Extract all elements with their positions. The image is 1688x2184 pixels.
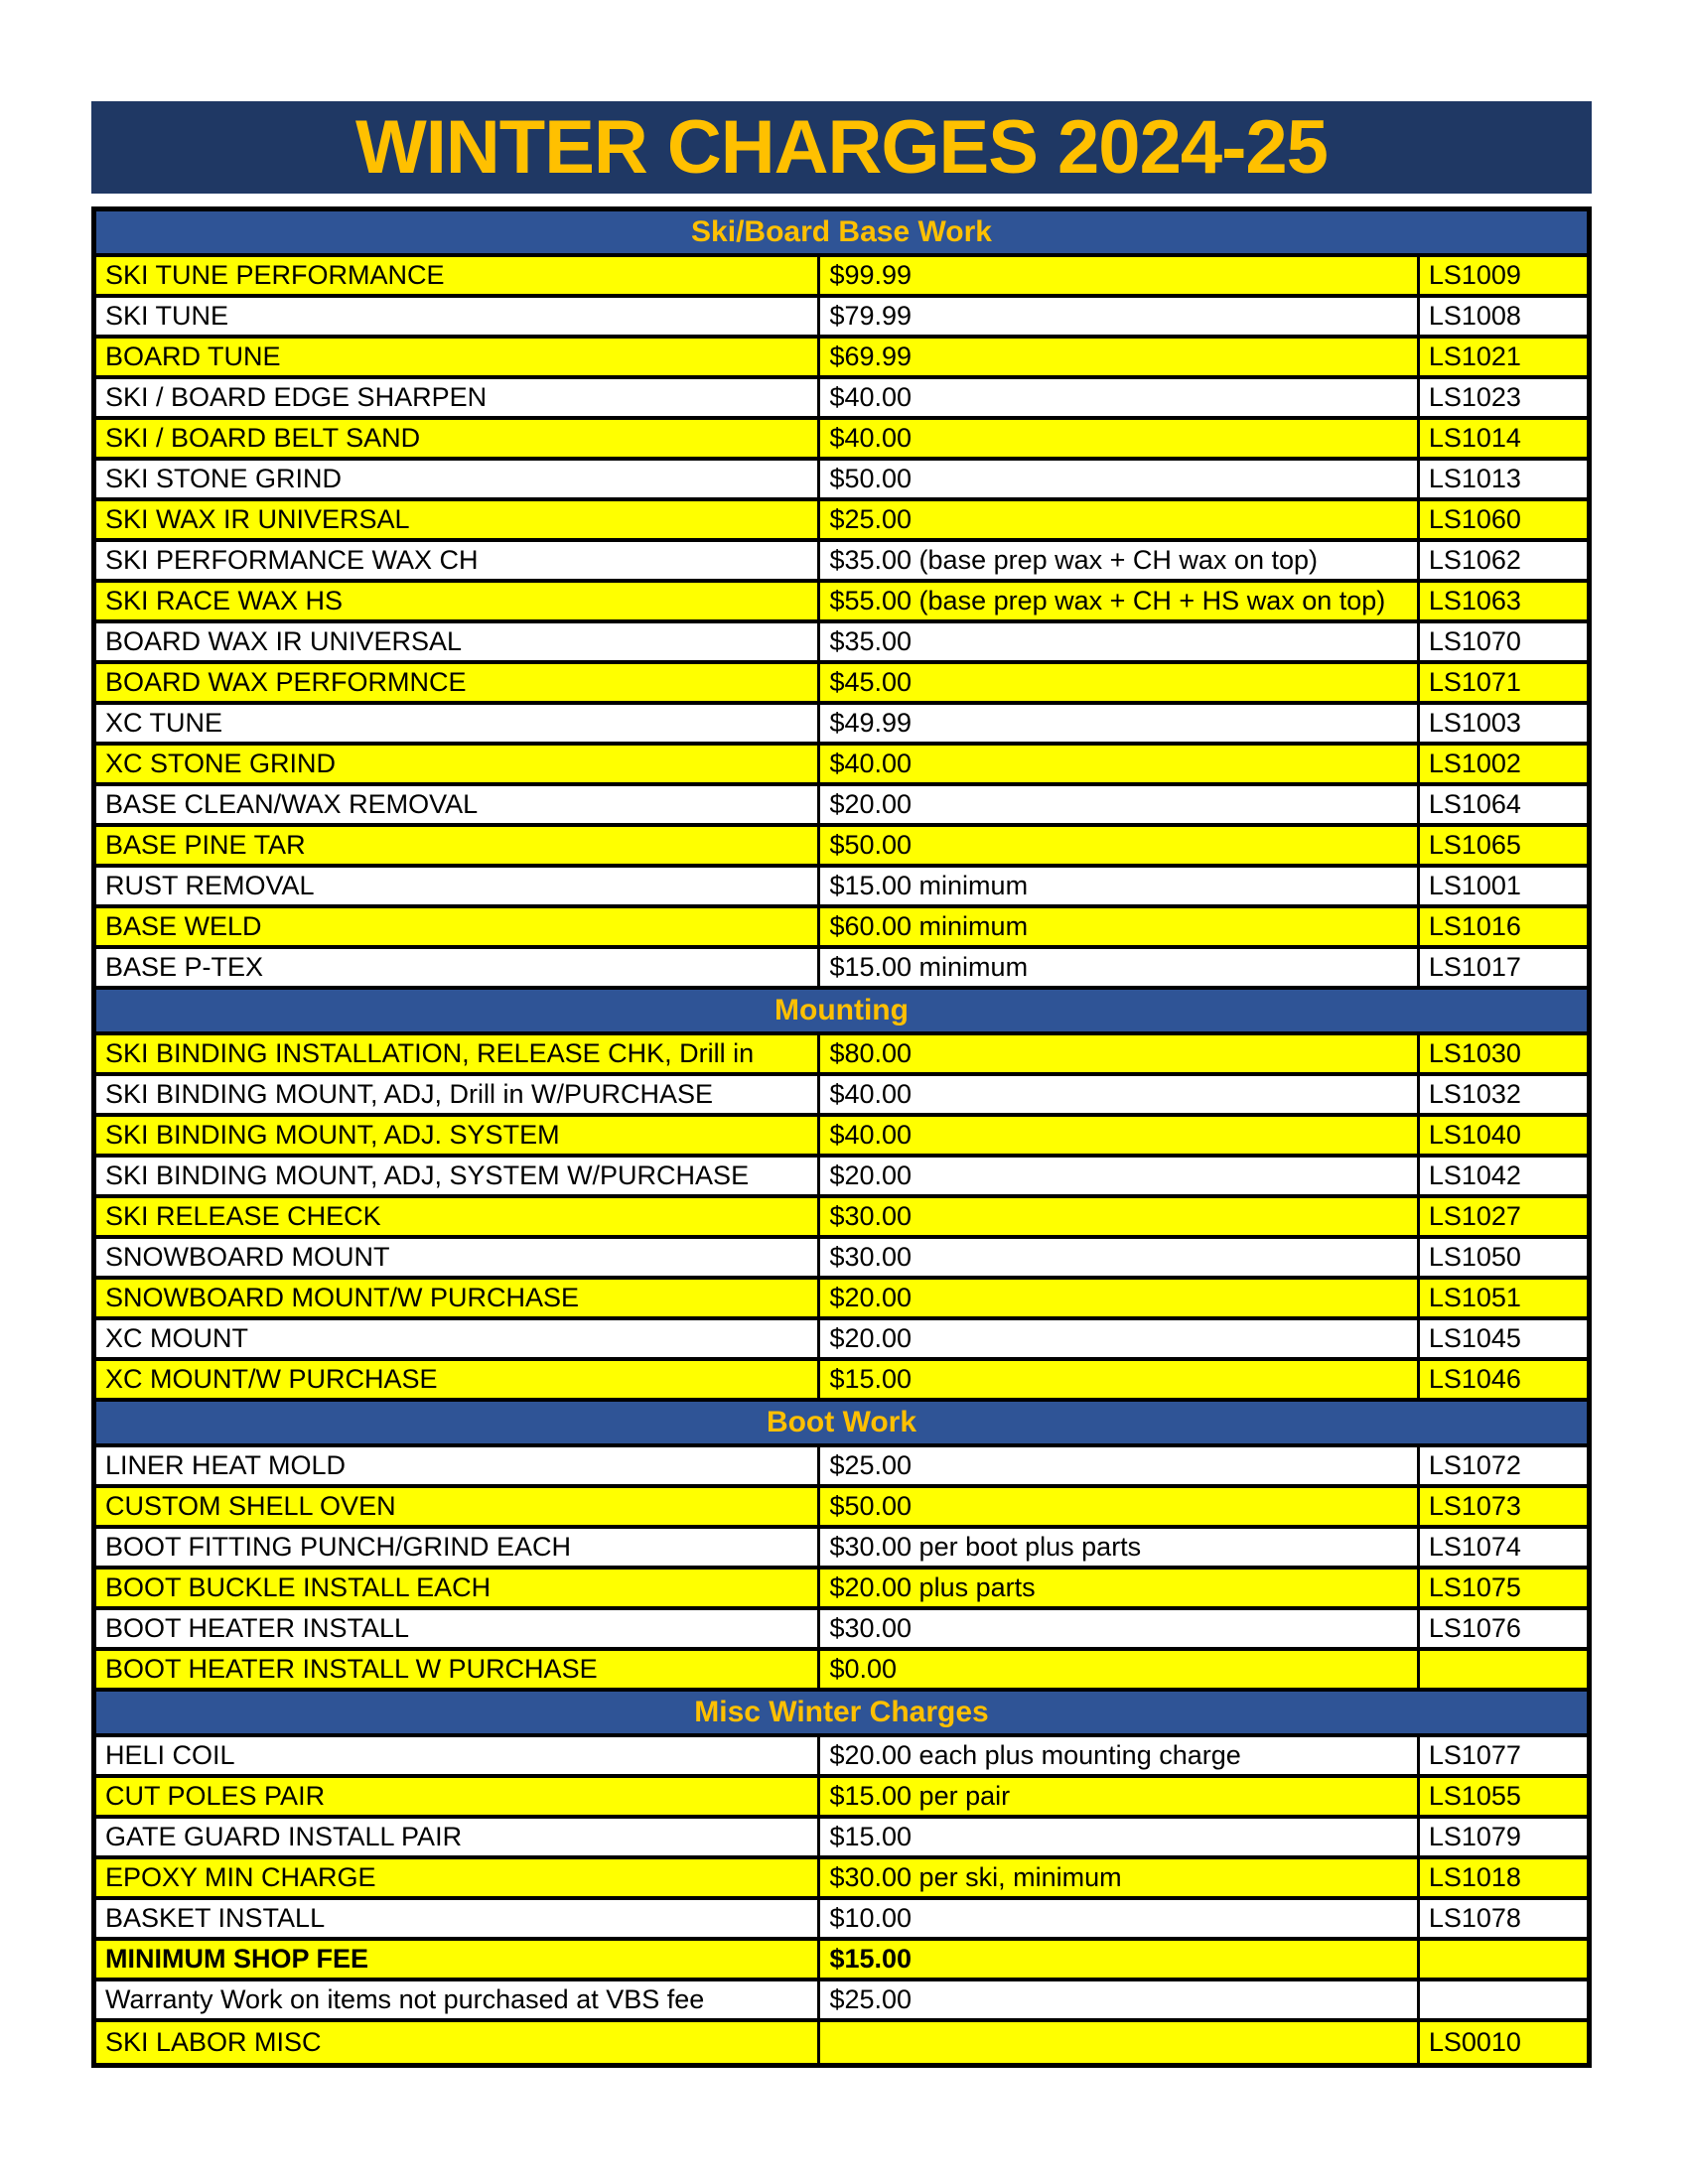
service-cell: SKI TUNE bbox=[105, 301, 229, 331]
price-cell: $50.00 bbox=[817, 1488, 1416, 1525]
table-row bbox=[96, 379, 1587, 420]
code-cell: LS1032 bbox=[1417, 1076, 1587, 1113]
table-row bbox=[96, 1981, 1587, 2022]
section-header bbox=[96, 211, 1587, 257]
table-row bbox=[96, 1320, 1587, 1361]
table-row bbox=[96, 827, 1587, 868]
table-row bbox=[96, 1859, 1587, 1900]
table-row bbox=[96, 705, 1587, 746]
price-cell: $20.00 bbox=[817, 1158, 1416, 1194]
table-row bbox=[96, 746, 1587, 786]
service-cell: RUST REMOVAL bbox=[105, 871, 315, 900]
price-cell: $40.00 bbox=[817, 379, 1416, 416]
service-cell: SKI LABOR MISC bbox=[105, 2027, 322, 2057]
section-title: Boot Work bbox=[766, 1406, 917, 1438]
section-title: Misc Winter Charges bbox=[694, 1696, 989, 1728]
code-cell: LS1016 bbox=[1417, 908, 1587, 945]
service-cell: GATE GUARD INSTALL PAIR bbox=[105, 1822, 463, 1851]
code-cell: LS1073 bbox=[1417, 1488, 1587, 1525]
table-row bbox=[96, 1778, 1587, 1819]
code-cell: LS1017 bbox=[1417, 949, 1587, 986]
code-cell: LS1076 bbox=[1417, 1610, 1587, 1647]
price-cell: $15.00 per pair bbox=[817, 1778, 1416, 1815]
table-row bbox=[96, 1529, 1587, 1570]
service-cell: BOOT HEATER INSTALL W PURCHASE bbox=[105, 1654, 598, 1684]
table-row bbox=[96, 1900, 1587, 1941]
price-cell: $80.00 bbox=[817, 1035, 1416, 1072]
price-cell: $35.00 (base prep wax + CH wax on top) bbox=[817, 542, 1416, 579]
code-cell: LS1074 bbox=[1417, 1529, 1587, 1566]
service-cell: SKI / BOARD EDGE SHARPEN bbox=[105, 382, 488, 412]
table-row bbox=[96, 339, 1587, 379]
table-row bbox=[96, 786, 1587, 827]
code-cell: LS1063 bbox=[1417, 583, 1587, 619]
price-cell: $15.00 minimum bbox=[817, 949, 1416, 986]
table-row bbox=[96, 1361, 1587, 1402]
service-cell: SKI TUNE PERFORMANCE bbox=[105, 260, 445, 290]
service-cell: BOARD WAX IR UNIVERSAL bbox=[105, 626, 463, 656]
price-cell: $30.00 bbox=[817, 1198, 1416, 1235]
section-header bbox=[96, 1692, 1587, 1737]
code-cell: LS1071 bbox=[1417, 664, 1587, 701]
service-cell: BASE PINE TAR bbox=[105, 830, 306, 860]
service-cell: XC MOUNT/W PURCHASE bbox=[105, 1364, 438, 1394]
price-cell bbox=[817, 2022, 1416, 2063]
price-table bbox=[91, 206, 1592, 2068]
table-row bbox=[96, 1737, 1587, 1778]
code-cell bbox=[1417, 1981, 1587, 2018]
code-cell: LS1013 bbox=[1417, 461, 1587, 497]
price-cell: $49.99 bbox=[817, 705, 1416, 742]
service-cell: BOOT FITTING PUNCH/GRIND EACH bbox=[105, 1532, 572, 1562]
code-cell: LS1075 bbox=[1417, 1570, 1587, 1606]
table-row bbox=[96, 298, 1587, 339]
price-cell: $40.00 bbox=[817, 746, 1416, 782]
code-cell: LS1055 bbox=[1417, 1778, 1587, 1815]
service-cell: BASE WELD bbox=[105, 911, 262, 941]
table-row bbox=[96, 1035, 1587, 1076]
code-cell: LS1050 bbox=[1417, 1239, 1587, 1276]
code-cell: LS1023 bbox=[1417, 379, 1587, 416]
code-cell: LS1062 bbox=[1417, 542, 1587, 579]
service-cell: SKI BINDING INSTALLATION, RELEASE CHK, Drill in bbox=[105, 1038, 755, 1068]
service-cell: XC STONE GRIND bbox=[105, 749, 337, 778]
service-cell: BASE P-TEX bbox=[105, 952, 264, 982]
service-cell: MINIMUM SHOP FEE bbox=[105, 1944, 369, 1974]
table-row bbox=[96, 1941, 1587, 1981]
section-header bbox=[96, 1402, 1587, 1447]
code-cell: LS1079 bbox=[1417, 1819, 1587, 1855]
service-cell: HELI COIL bbox=[105, 1740, 235, 1770]
code-cell: LS1051 bbox=[1417, 1280, 1587, 1316]
service-cell: BOOT BUCKLE INSTALL EACH bbox=[105, 1572, 492, 1602]
table-row bbox=[96, 623, 1587, 664]
service-cell: Warranty Work on items not purchased at VBS fee bbox=[105, 1984, 705, 2014]
section-header bbox=[96, 990, 1587, 1035]
code-cell: LS1060 bbox=[1417, 501, 1587, 538]
price-cell: $30.00 bbox=[817, 1239, 1416, 1276]
price-cell: $30.00 per ski, minimum bbox=[817, 1859, 1416, 1896]
service-cell: CUSTOM SHELL OVEN bbox=[105, 1491, 396, 1521]
price-cell: $15.00 bbox=[817, 1819, 1416, 1855]
service-cell: BASE CLEAN/WAX REMOVAL bbox=[105, 789, 479, 819]
code-cell: LS1021 bbox=[1417, 339, 1587, 375]
code-cell: LS1002 bbox=[1417, 746, 1587, 782]
code-cell: LS1008 bbox=[1417, 298, 1587, 335]
code-cell: LS0010 bbox=[1417, 2022, 1587, 2063]
code-cell: LS1009 bbox=[1417, 257, 1587, 294]
table-row bbox=[96, 1488, 1587, 1529]
service-cell: BOARD WAX PERFORMNCE bbox=[105, 667, 467, 697]
price-cell: $69.99 bbox=[817, 339, 1416, 375]
code-cell: LS1065 bbox=[1417, 827, 1587, 864]
service-cell: LINER HEAT MOLD bbox=[105, 1450, 347, 1480]
price-cell: $79.99 bbox=[817, 298, 1416, 335]
code-cell: LS1042 bbox=[1417, 1158, 1587, 1194]
price-cell: $20.00 bbox=[817, 1280, 1416, 1316]
service-cell: SNOWBOARD MOUNT/W PURCHASE bbox=[105, 1283, 580, 1312]
service-cell: BOOT HEATER INSTALL bbox=[105, 1613, 410, 1643]
code-cell: LS1064 bbox=[1417, 786, 1587, 823]
table-row bbox=[96, 1076, 1587, 1117]
price-cell: $50.00 bbox=[817, 827, 1416, 864]
service-cell: XC TUNE bbox=[105, 708, 223, 738]
code-cell: LS1045 bbox=[1417, 1320, 1587, 1357]
code-cell: LS1014 bbox=[1417, 420, 1587, 457]
code-cell: LS1040 bbox=[1417, 1117, 1587, 1154]
service-cell: SKI BINDING MOUNT, ADJ. SYSTEM bbox=[105, 1120, 560, 1150]
price-cell: $25.00 bbox=[817, 1447, 1416, 1484]
service-cell: SKI RACE WAX HS bbox=[105, 586, 344, 615]
price-cell: $10.00 bbox=[817, 1900, 1416, 1937]
price-cell: $15.00 minimum bbox=[817, 868, 1416, 904]
price-cell: $40.00 bbox=[817, 420, 1416, 457]
price-cell: $99.99 bbox=[817, 257, 1416, 294]
price-cell: $15.00 bbox=[817, 1941, 1416, 1978]
code-cell: LS1046 bbox=[1417, 1361, 1587, 1398]
table-row bbox=[96, 1198, 1587, 1239]
price-cell: $0.00 bbox=[817, 1651, 1416, 1688]
service-cell: SKI WAX IR UNIVERSAL bbox=[105, 504, 410, 534]
code-cell bbox=[1417, 1651, 1587, 1688]
table-row bbox=[96, 1280, 1587, 1320]
section-title: Mounting bbox=[774, 994, 909, 1026]
service-cell: SKI PERFORMANCE WAX CH bbox=[105, 545, 479, 575]
code-cell: LS1027 bbox=[1417, 1198, 1587, 1235]
price-cell: $30.00 bbox=[817, 1610, 1416, 1647]
table-row bbox=[96, 257, 1587, 298]
service-cell: SKI BINDING MOUNT, ADJ, SYSTEM W/PURCHASE bbox=[105, 1160, 750, 1190]
table-row bbox=[96, 420, 1587, 461]
service-cell: XC MOUNT bbox=[105, 1323, 248, 1353]
price-cell: $35.00 bbox=[817, 623, 1416, 660]
service-cell: SNOWBOARD MOUNT bbox=[105, 1242, 390, 1272]
table-row bbox=[96, 1158, 1587, 1198]
table-row bbox=[96, 1610, 1587, 1651]
title-banner bbox=[91, 101, 1592, 194]
code-cell: LS1077 bbox=[1417, 1737, 1587, 1774]
table-row bbox=[96, 461, 1587, 501]
service-cell: SKI / BOARD BELT SAND bbox=[105, 423, 421, 453]
code-cell: LS1072 bbox=[1417, 1447, 1587, 1484]
price-cell: $20.00 bbox=[817, 1320, 1416, 1357]
service-cell: SKI BINDING MOUNT, ADJ, Drill in W/PURCHASE bbox=[105, 1079, 714, 1109]
table-row bbox=[96, 868, 1587, 908]
table-row bbox=[96, 542, 1587, 583]
code-cell bbox=[1417, 1941, 1587, 1978]
code-cell: LS1030 bbox=[1417, 1035, 1587, 1072]
price-cell: $20.00 plus parts bbox=[817, 1570, 1416, 1606]
table-row bbox=[96, 1239, 1587, 1280]
code-cell: LS1078 bbox=[1417, 1900, 1587, 1937]
price-cell: $20.00 each plus mounting charge bbox=[817, 1737, 1416, 1774]
table-row bbox=[96, 1651, 1587, 1692]
price-cell: $15.00 bbox=[817, 1361, 1416, 1398]
service-cell: BOARD TUNE bbox=[105, 341, 281, 371]
table-row bbox=[96, 2022, 1587, 2063]
table-row bbox=[96, 908, 1587, 949]
table-row bbox=[96, 1819, 1587, 1859]
code-cell: LS1003 bbox=[1417, 705, 1587, 742]
service-cell: SKI RELEASE CHECK bbox=[105, 1201, 381, 1231]
service-cell: EPOXY MIN CHARGE bbox=[105, 1862, 376, 1892]
price-cell: $20.00 bbox=[817, 786, 1416, 823]
price-cell: $45.00 bbox=[817, 664, 1416, 701]
price-cell: $25.00 bbox=[817, 501, 1416, 538]
code-cell: LS1018 bbox=[1417, 1859, 1587, 1896]
table-row bbox=[96, 501, 1587, 542]
page-title: WINTER CHARGES 2024-25 bbox=[355, 105, 1328, 190]
section-title: Ski/Board Base Work bbox=[691, 215, 992, 248]
table-row bbox=[96, 1570, 1587, 1610]
price-cell: $40.00 bbox=[817, 1076, 1416, 1113]
table-row bbox=[96, 1117, 1587, 1158]
service-cell: SKI STONE GRIND bbox=[105, 464, 343, 493]
price-cell: $40.00 bbox=[817, 1117, 1416, 1154]
table-row bbox=[96, 1447, 1587, 1488]
price-cell: $25.00 bbox=[817, 1981, 1416, 2018]
price-cell: $50.00 bbox=[817, 461, 1416, 497]
service-cell: BASKET INSTALL bbox=[105, 1903, 326, 1933]
table-row bbox=[96, 664, 1587, 705]
table-row bbox=[96, 583, 1587, 623]
table-row bbox=[96, 949, 1587, 990]
code-cell: LS1001 bbox=[1417, 868, 1587, 904]
price-cell: $55.00 (base prep wax + CH + HS wax on top) bbox=[817, 583, 1416, 619]
code-cell: LS1070 bbox=[1417, 623, 1587, 660]
service-cell: CUT POLES PAIR bbox=[105, 1781, 326, 1811]
price-cell: $30.00 per boot plus parts bbox=[817, 1529, 1416, 1566]
price-cell: $60.00 minimum bbox=[817, 908, 1416, 945]
